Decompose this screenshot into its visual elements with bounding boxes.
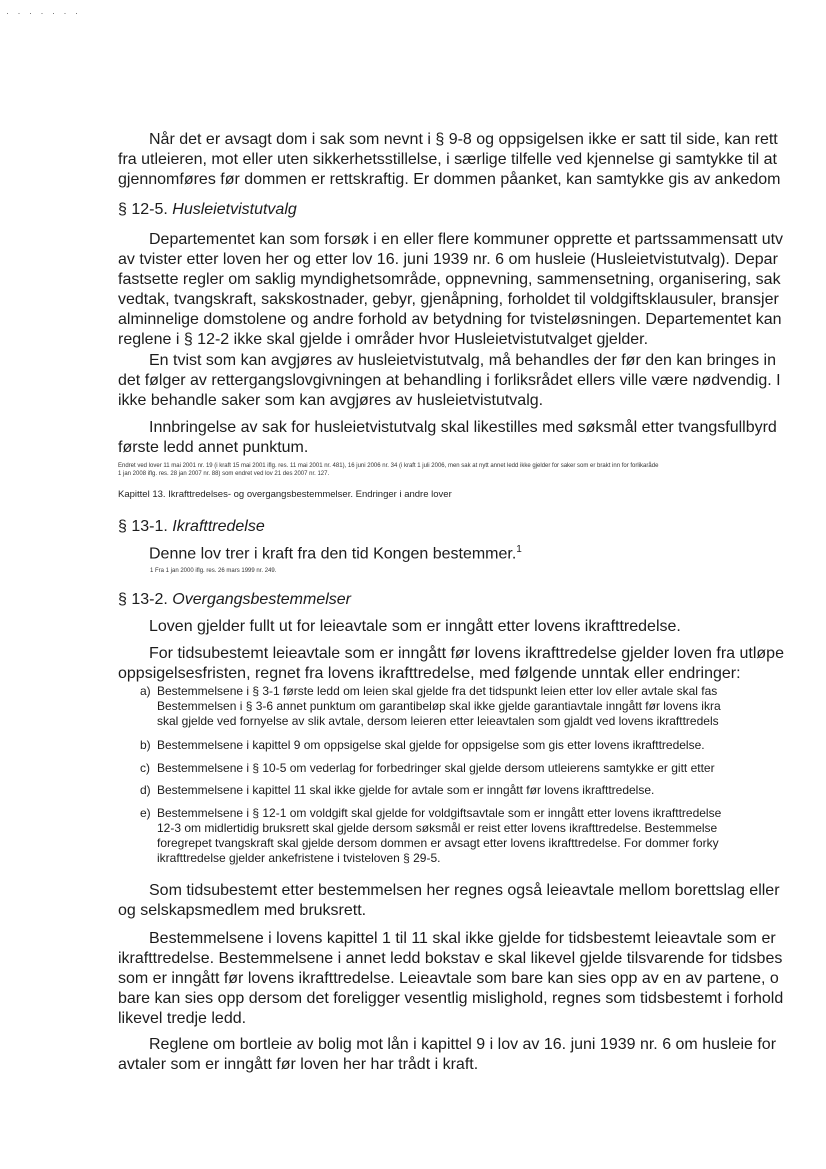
list-text: Bestemmelsene i kapittel 9 om oppsigelse skal gjelde for oppsigelse som gis etter lovens ikrafttredelse.	[157, 738, 705, 752]
paragraph-borettslag	[118, 881, 780, 921]
paragraph-tidsbestemt	[118, 929, 783, 1029]
list-marker: a)	[140, 684, 151, 698]
list-text: 12-3 om midlertidig bruksrett skal gjelde dersom søksmål er reist etter lovens ikrafttredelse. Bestemmelse	[157, 821, 718, 835]
text-line: og selskapsmedlem med bruksrett.	[118, 902, 367, 919]
section-number: § 12-5.	[118, 201, 168, 218]
text-line: Departementet kan som forsøk i en eller flere kommuner opprette et partssammensatt utv	[149, 231, 784, 248]
paragraph-tvist	[118, 351, 781, 411]
text-line: vedtak, tvangskraft, sakskostnader, gebyr, gjenåpning, forholdet til voldgiftsklausuler, bransjer	[118, 291, 779, 308]
paragraph-ikrafttredelse	[149, 544, 522, 563]
text-line: fra utleieren, mot eller uten sikkerhetsstillelse, i særlige tilfelle ved kjennelse gi samtykke til at	[118, 151, 777, 168]
paragraph-husleietvistutvalg	[118, 230, 783, 350]
text-line: gjennomføres før dommen er rettskraftig. Er dommen påanket, kan samtykke gis av ankedom	[118, 171, 781, 188]
text-line: bare kan sies opp dersom det foreligger vesentlig mislighold, regnes som tidsbestemt i forhold	[118, 990, 784, 1007]
paragraph-innbringelse	[118, 418, 777, 458]
section-title: Overgangsbestemmelser	[172, 591, 352, 608]
text-line: ikrafttredelse. Bestemmelsene i annet ledd bokstav e skal likevel gjelde tilsvarende for tidsbes	[118, 950, 783, 967]
text-line: Reglene om bortleie av bolig mot lån i kapittel 9 i lov av 16. juni 1939 nr. 6 om husleie for	[149, 1036, 777, 1053]
list-marker: c)	[140, 761, 150, 775]
text-line: Som tidsubestemt etter bestemmelsen her regnes også leieavtale mellom borettslag eller	[149, 882, 780, 899]
text-line: første ledd annet punktum.	[118, 439, 309, 456]
text-line: Denne lov trer i kraft fra den tid Kongen bestemmer.	[149, 545, 517, 563]
list-text: foregrepet tvangskraft skal gjelde dersom dommen er avsagt etter lovens ikrafttredelse. For dommer forky	[157, 836, 719, 850]
section-heading-13-2	[118, 591, 351, 609]
amendment-note	[118, 462, 658, 478]
text-line: som er inngått før lovens ikrafttredelse. Leieavtale som bare kan sies opp av en av partene, o	[118, 970, 779, 987]
section-number: § 13-1.	[118, 518, 168, 535]
list-marker: b)	[140, 738, 151, 752]
text-line: avtaler som er inngått før loven her har trådt i kraft.	[118, 1056, 479, 1073]
list-marker: d)	[140, 783, 151, 797]
list-text: Bestemmelsene i § 12-1 om voldgift skal gjelde for voldgiftsavtale som er inngått etter lovens ikrafttredelse	[157, 806, 722, 820]
text-line: Når det er avsagt dom i sak som nevnt i § 9-8 og oppsigelsen ikke er satt til side, kan rett	[149, 131, 778, 148]
text-line: ikke behandle saker som kan avgjøres av husleietvistutvalg.	[118, 392, 544, 409]
text-line: alminnelige domstolene og andre forhold av betydning for tvisteløsningen. Departementet kan	[118, 311, 782, 328]
list-text: ikrafttredelse gjelder ankefristene i tvisteloven § 29-5.	[157, 851, 441, 865]
paragraph-bortleie	[118, 1035, 776, 1075]
chapter-heading: Kapittel 13. Ikrafttredelses- og overgangsbestemmelser. Endringer i andre lover	[118, 489, 452, 500]
list-text: Bestemmelsene i § 10-5 om vederlag for forbedringer skal gjelde dersom utleierens samtykke er gitt etter	[157, 761, 715, 775]
text-line: For tidsubestemt leieavtale som er inngått før lovens ikrafttredelse gjelder loven fra utløpe	[149, 645, 784, 662]
paragraph-tidsubestemt	[118, 644, 784, 684]
text-line: likevel tredje ledd.	[118, 1010, 247, 1027]
text-line: En tvist som kan avgjøres av husleietvistutvalg, må behandles der før den kan bringes in	[149, 352, 776, 369]
note-line: Endret ved lover 11 mai 2001 nr. 19 (i kraft 15 mai 2001 iflg. res. 11 mai 2001 nr. 481), 16 juni 2006 nr. 34 (i kraft 1 juli 2006, men sak at nytt annet ledd ikke gjelder for saker som er brakt inn for forlikaråde	[118, 463, 659, 469]
section-title: Husleietvistutvalg	[172, 201, 297, 218]
list-marker: e)	[140, 806, 151, 820]
section-heading-13-1	[118, 518, 265, 536]
text-line: det følger av rettergangslovgivningen at behandling i forliksrådet ellers ville være nødvendig. I	[118, 372, 781, 389]
paragraph-enforcement	[118, 130, 781, 190]
text-line: reglene i § 12-2 ikke skal gjelde i områder hvor Husleietvistutvalget gjelder.	[118, 331, 649, 348]
list-text: skal gjelde ved fornyelse av slik avtale, dersom leieren etter leieavtalen som gjaldt ved lovens ikrafttredels	[157, 714, 719, 728]
list-text: Bestemmelsen i § 3-6 annet punktum om garantibeløp skal ikke gjelde garantiavtale inngått før lovens ikra	[157, 699, 721, 713]
text-line: Innbringelse av sak for husleietvistutvalg skal likestilles med søksmål etter tvangsfullbyrd	[149, 419, 777, 436]
text-line: fastsette regler om saklig myndighetsområde, oppnevning, sammensetning, organisering, sak	[118, 271, 781, 288]
text-line: Bestemmelsene i lovens kapittel 1 til 11 skal ikke gjelde for tidsbestemt leieavtale som er	[149, 930, 776, 947]
section-heading-12-5	[118, 201, 297, 219]
list-text: Bestemmelsene i kapittel 11 skal ikke gjelde for avtale som er inngått før lovens ikrafttredelse.	[157, 783, 655, 797]
text-line: av tvister etter loven her og etter lov 16. juni 1939 nr. 6 om husleie (Husleietvistutvalg). Depar	[118, 251, 778, 268]
note-line: 1 jan 2008 iflg. res. 28 jan 2007 nr. 88) som endret ved lov 21 des 2007 nr. 127.	[118, 471, 330, 477]
corner-marks: · · · · · · ·	[6, 8, 81, 18]
list-text: Bestemmelsene i § 3-1 første ledd om leien skal gjelde fra det tidspunkt leien etter lov eller avtale skal fas	[157, 684, 718, 698]
text-line: oppsigelsesfristen, regnet fra lovens ikrafttredelse, med følgende unntak eller endringer:	[118, 665, 741, 682]
footnote: 1 Fra 1 jan 2000 iflg. res. 26 mars 1999 nr. 249.	[150, 568, 277, 574]
section-title: Ikrafttredelse	[172, 518, 265, 535]
paragraph-loven-gjelder: Loven gjelder fullt ut for leieavtale som er inngått etter lovens ikrafttredelse.	[149, 618, 681, 635]
section-number: § 13-2.	[118, 591, 168, 608]
footnote-ref: 1	[516, 544, 522, 555]
